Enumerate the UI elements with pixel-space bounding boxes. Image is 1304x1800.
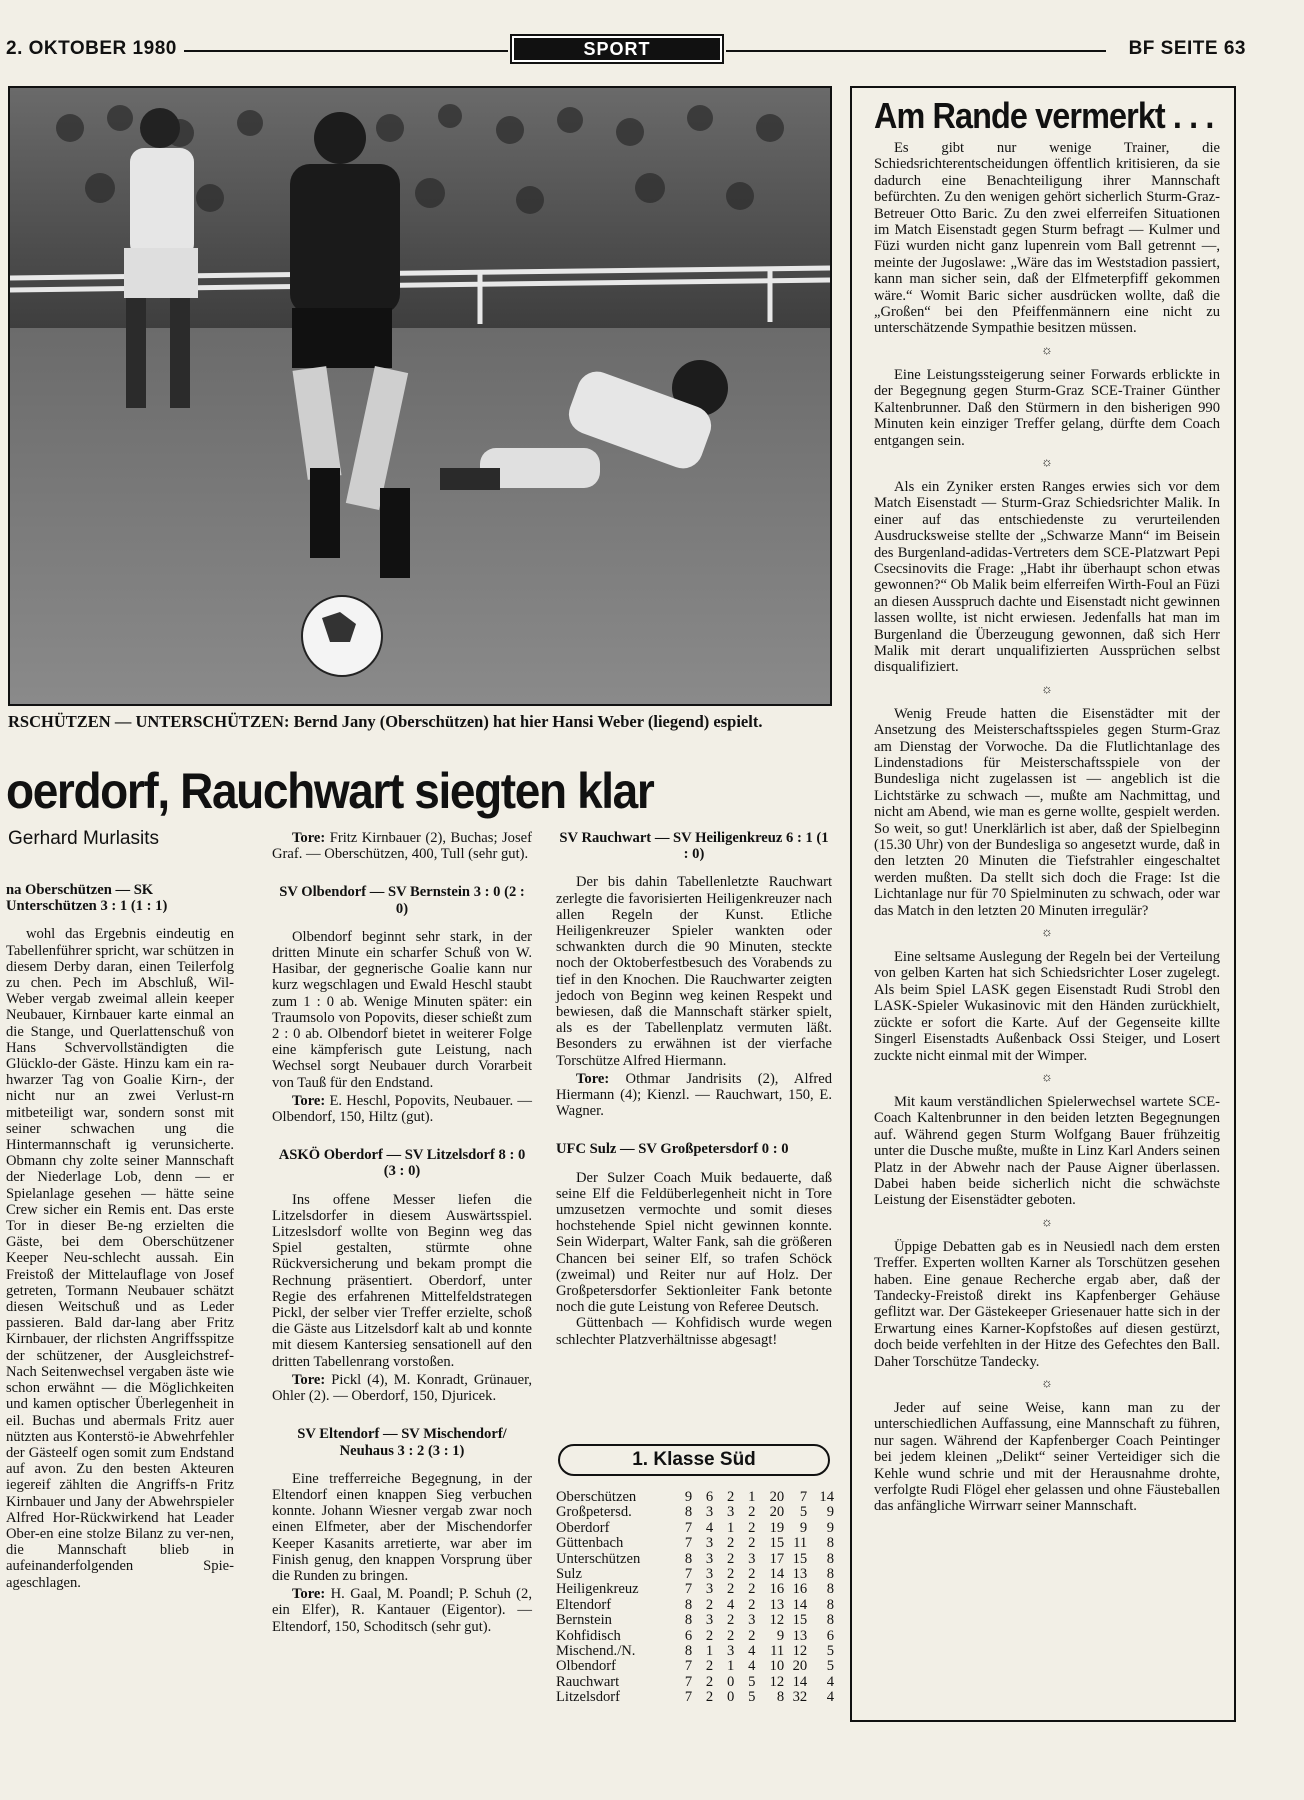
scorers-label: Tore: bbox=[292, 1586, 326, 1603]
table-cell: 5 bbox=[748, 1689, 756, 1706]
table-cell: 4 bbox=[748, 1642, 756, 1659]
table-cell: 7 bbox=[684, 1565, 693, 1582]
table-cell: 20 bbox=[792, 1658, 808, 1675]
table-cell: 8 bbox=[826, 1535, 835, 1552]
table-cell: 20 bbox=[769, 1504, 785, 1521]
sidebar-paragraph: Es gibt nur wenige Trainer, die Schiedsrichterentscheidungen öffentlich kritisieren, da sie dadurch eine Benachteiligung ihrer Mannschaft befürchten. Zu den wenigen gehört sicherlich Sturm-Graz-Betreuer Otto Baric. Zu den zwei elferreifen Situationen im Match Eisenstadt gegen Sturm befragt — Kulmer und Füzi wurden nicht ganz lupenrein vom Ball getrennt —, meinte der Jugoslawe: „Wäre das im Weststadion passiert, kann man sicher sein, daß der Elfmeterpfiff gekommen wäre.“ Womit Baric sicher ausdrücken wollte, daß die „Großen“ bei den Pfeiffenmännern eine nicht zu unterschätzende Sympathie besitzen müssen. bbox=[874, 140, 1220, 337]
table-cell: 2 bbox=[727, 1627, 735, 1644]
table-cell: 8 bbox=[684, 1596, 693, 1613]
table-cell: 8 bbox=[826, 1581, 835, 1598]
table-cell: 8 bbox=[826, 1612, 835, 1629]
table-cell: 1 bbox=[748, 1489, 756, 1505]
table-cell: 8 bbox=[826, 1565, 835, 1582]
table-cell: 3 bbox=[705, 1504, 714, 1521]
team-name: Oberdorf bbox=[556, 1519, 610, 1536]
separator-star-icon: ☼ bbox=[1041, 1068, 1053, 1084]
table-cell: 17 bbox=[769, 1550, 785, 1567]
table-cell: 7 bbox=[684, 1658, 693, 1675]
team-name: Bernstein bbox=[556, 1612, 612, 1629]
scorers-label: Tore: bbox=[292, 1092, 326, 1109]
scorers-text: Pickl (4), M. Konradt, Grünauer, Ohler (2). — Oberdorf, 150, Djuricek. bbox=[272, 1371, 532, 1405]
table-cell: 2 bbox=[748, 1535, 756, 1552]
table-cell: 3 bbox=[748, 1550, 756, 1567]
table-row bbox=[556, 1521, 834, 1536]
table-cell: 7 bbox=[684, 1535, 693, 1552]
table-cell: 2 bbox=[705, 1673, 714, 1690]
team-name: Eltendorf bbox=[556, 1596, 612, 1613]
table-cell: 12 bbox=[792, 1642, 808, 1659]
table-row bbox=[556, 1582, 834, 1597]
scorers-text: Othmar Jandrisits (2), Alfred Hiermann (4); Kienzl. — Rauchwart, 150, E. Wagner. bbox=[556, 1070, 832, 1120]
ball bbox=[302, 596, 382, 676]
match-heading: SV Rauchwart — SV Heiligenkreuz 6 : 1 (1 : 0) bbox=[559, 830, 829, 863]
table-cell: 3 bbox=[705, 1550, 714, 1567]
table-cell: 7 bbox=[684, 1673, 693, 1690]
table-cell: 7 bbox=[684, 1581, 693, 1598]
table-cell: 9 bbox=[826, 1519, 835, 1536]
team-name: Rauchwart bbox=[556, 1673, 620, 1690]
table-cell: 8 bbox=[684, 1504, 693, 1521]
table-cell: 2 bbox=[727, 1581, 735, 1598]
sidebar-paragraph: Als ein Zyniker ersten Ranges erwies sich vor dem Match Eisenstadt — Sturm-Graz Schiedsrichter Malik. In einer auf das entschiedenste zu verurteilenden Ausdrucksweise stellte der „Schwarze Mann“ im Beisein des Burgenland-adidas-Vertreters dem SCE-Platzwart Pepi Csecsinovits die Frage: „Habt ihr überhaupt schon etwas gewonnen?“ Ob Malik beim elferreifen Wirth-Foul an Füzi an diesen Ausspruch dachte und Eisenstadt nicht gewinnen lassen wollte, ist nicht erwiesen. Jedenfalls hat man im Burgenland die Überzeugung gewonnen, daß sich Herr Malik mit derart unqualifizierten Aussprüchen selbst disqualifiziert. bbox=[874, 478, 1220, 676]
table-row bbox=[556, 1629, 834, 1644]
sidebar-title: Am Rande vermerkt . . . bbox=[874, 95, 1214, 136]
table-row bbox=[556, 1690, 834, 1705]
match-heading: SV Olbendorf — SV Bernstein 3 : 0 (2 : 0) bbox=[279, 884, 525, 917]
table-cell: 4 bbox=[826, 1673, 835, 1690]
table-cell: 4 bbox=[727, 1596, 735, 1613]
table-cell: 2 bbox=[748, 1581, 756, 1598]
team-name: Großpetersd. bbox=[556, 1504, 632, 1521]
match-heading: UFC Sulz — SV Großpetersdorf 0 : 0 bbox=[556, 1141, 789, 1158]
table-cell: 6 bbox=[705, 1489, 714, 1505]
sidebar-box bbox=[850, 86, 1236, 1722]
table-cell: 9 bbox=[684, 1489, 693, 1505]
league-table-title: 1. Klasse Süd bbox=[558, 1444, 830, 1476]
table-cell: 14 bbox=[769, 1565, 785, 1582]
separator-star-icon: ☼ bbox=[1041, 1375, 1053, 1390]
table-cell: 0 bbox=[727, 1689, 735, 1706]
table-cell: 13 bbox=[792, 1627, 808, 1644]
team-name: Unterschützen bbox=[556, 1550, 641, 1567]
table-cell: 11 bbox=[770, 1642, 785, 1659]
table-cell: 8 bbox=[684, 1612, 693, 1629]
league-table bbox=[556, 1490, 834, 1705]
table-cell: 16 bbox=[769, 1581, 785, 1598]
scorers-text: E. Heschl, Popovits, Neubauer. — Olbendorf, 150, Hiltz (gut). bbox=[272, 1092, 533, 1126]
table-cell: 2 bbox=[727, 1550, 735, 1567]
table-cell: 2 bbox=[748, 1596, 756, 1613]
table-row bbox=[556, 1644, 834, 1659]
table-cell: 7 bbox=[684, 1689, 693, 1706]
scorers-label: Tore: bbox=[292, 1371, 326, 1388]
table-cell: 7 bbox=[799, 1489, 808, 1505]
table-cell: 3 bbox=[705, 1565, 714, 1582]
match-heading: SV Eltendorf — SV Mischendorf/ Neuhaus 3 : 2 (3 : 1) bbox=[297, 1426, 507, 1459]
match-report: Olbendorf beginnt sehr stark, in der dritten Minute ein scharfer Schuß von W. Hasibar, der gegnerische Goalie kann nur kurz wegschlagen und Ewald Heschl staubt zum 1 : 0 ab. Wenige Minuten später: ein Traumsolo von Popovits, dieser schießt zum 2 : 0 ab. Olbendorf bietet in weiterer Folge eine kämpferisch gute Leistung, nach Wechsel sorgt Neubauer durch Vorarbeit von Tauß für den Endstand. bbox=[272, 928, 532, 1091]
sidebar-paragraph: Eine Leistungssteigerung seiner Forwards erblickte in der Begegnung gegen Sturm-Graz SCE-Trainer Günther Kaltenbrunner. Daß den Stürmern in den bisherigen 990 Minuten kein einziger Treffer gelang, dürfte dem Coach entgangen sein. bbox=[874, 366, 1220, 449]
table-cell: 9 bbox=[799, 1519, 808, 1536]
sidebar-paragraph: Mit kaum verständlichen Spielerwechsel wartete SCE-Coach Kaltenbrunner in den beiden letzten Begegnungen auf. Während gegen Sturm Wolfgang Bauer frühzeitig unter die Dusche mußte, mußte in Linz Karl Anders seinen Platz in der Abwehr nach der Pause Aigner überlassen. Dabei haben beide sicherlich nicht die schwächste Leistung der Eisenstädter geboten. bbox=[874, 1093, 1220, 1209]
match-report: Der bis dahin Tabellenletzte Rauchwart zerlegte die favorisierten Heiligenkreuzer nach allen Regeln der Kunst. Etliche Heiligenkreuzer Spieler wankten oder schwankten durch die 90 Minuten, steckte noch der Oktoberfestbesuch des Vorabends zu tief in den Knochen. Die Rauchwarter zeigten jedoch von Beginn weg keinen Respekt und bewiesen, daß die Mannschaft stärker spielt, als es der Tabellenplatz vermuten läßt. Besonders zu erwähnen ist der vierfache Torschütze Alfred Hiermann. bbox=[556, 874, 832, 1069]
scorers-label: Tore: bbox=[292, 830, 326, 846]
table-cell: 1 bbox=[727, 1519, 735, 1536]
team-name: Olbendorf bbox=[556, 1658, 616, 1675]
table-cell: 4 bbox=[826, 1689, 835, 1706]
table-cell: 2 bbox=[727, 1612, 735, 1629]
table-row bbox=[556, 1536, 834, 1551]
table-cell: 2 bbox=[748, 1519, 756, 1536]
table-cell: 1 bbox=[705, 1642, 714, 1659]
table-cell: 10 bbox=[769, 1658, 785, 1675]
article-headline: oerdorf, Rauchwart siegten klar bbox=[6, 763, 654, 819]
scorers-label: Tore: bbox=[576, 1070, 610, 1087]
table-row bbox=[556, 1675, 834, 1690]
table-cell: 32 bbox=[792, 1689, 808, 1706]
photo-caption: RSCHÜTZEN — UNTERSCHÜTZEN: Bernd Jany (Oberschützen) hat hier Hansi Weber (liegend) espielt. bbox=[8, 712, 763, 731]
table-cell: 2 bbox=[705, 1627, 714, 1644]
table-cell: 7 bbox=[684, 1519, 693, 1536]
table-cell: 2 bbox=[705, 1596, 714, 1613]
separator-star-icon: ☼ bbox=[1041, 453, 1053, 469]
scorers-text: Fritz Kirnbauer (2), Buchas; Josef Graf. — Oberschützen, 400, Tull (sehr gut). bbox=[272, 830, 532, 863]
table-row bbox=[556, 1552, 834, 1567]
table-cell: 4 bbox=[748, 1658, 756, 1675]
table-row bbox=[556, 1567, 834, 1582]
table-cell: 13 bbox=[769, 1596, 785, 1613]
team-name: Litzelsdorf bbox=[556, 1689, 621, 1706]
football-players-illustration bbox=[10, 88, 830, 704]
table-cell: 5 bbox=[826, 1658, 835, 1675]
table-cell: 16 bbox=[792, 1581, 808, 1598]
match-report: Ins offene Messer liefen die Litzelsdorfer in diesem Auswärtsspiel. Litzeslsdorf wollte von Beginn weg das Spiel gestalten, stürmte ohne Rückversicherung und bekam prompt die Rechnung präsentiert. Oberdorf, unter Regie des erfahrenen Mittelfeldstrategen Pickl, der selber vier Treffer erzielte, schoß die Gäste aus Litzelsdorf kalt ab und konnte mit diesem Kantersieg sensationell auf den dritten Tabellenrang vorstoßen. bbox=[272, 1191, 532, 1370]
table-cell: 2 bbox=[748, 1627, 756, 1644]
table-cell: 1 bbox=[727, 1658, 735, 1675]
team-name: Mischend./N. bbox=[556, 1642, 636, 1659]
table-row bbox=[556, 1659, 834, 1674]
table-cell: 3 bbox=[748, 1612, 756, 1629]
table-cell: 14 bbox=[792, 1596, 808, 1613]
header-rule-left bbox=[184, 50, 508, 52]
table-row bbox=[556, 1598, 834, 1613]
table-row bbox=[556, 1505, 834, 1520]
table-cell: 15 bbox=[792, 1612, 808, 1629]
table-cell: 3 bbox=[705, 1581, 714, 1598]
table-cell: 12 bbox=[769, 1612, 785, 1629]
scorers-text: H. Gaal, M. Poandl; P. Schuh (2, ein Elfer), R. Kantauer (Eigentor). — Eltendorf, 150, Schoditsch (sehr gut). bbox=[272, 1586, 532, 1635]
table-cell: 8 bbox=[684, 1550, 693, 1567]
table-cell: 2 bbox=[727, 1489, 735, 1505]
table-cell: 2 bbox=[748, 1504, 756, 1521]
team-name: Oberschützen bbox=[556, 1489, 637, 1505]
separator-star-icon: ☼ bbox=[1041, 341, 1053, 357]
table-cell: 11 bbox=[793, 1535, 808, 1552]
table-cell: 6 bbox=[826, 1627, 835, 1644]
table-cell: 4 bbox=[705, 1519, 714, 1536]
table-cell: 2 bbox=[705, 1658, 714, 1675]
match-heading: ASKÖ Oberdorf — SV Litzelsdorf 8 : 0 (3 : 0) bbox=[278, 1147, 526, 1180]
table-cell: 5 bbox=[826, 1642, 835, 1659]
team-name: Güttenbach bbox=[556, 1535, 624, 1552]
sidebar-paragraph: Jeder auf seine Weise, kann man zu der unterschiedlichen Auffassung, eine Mannschaft zu führen, nur sagen. Während der Kapfenberger Coach Peintinger bei jedem kleinen „Delikt“ seiner Verteidiger sich die Kehle wund schrie und mit der Herausnahme drohte, verfolgte Rudi Flögel eher gelassen und ohne Fäusteballen das anfängliche Wirrwarr seiner Mannschaft. bbox=[874, 1400, 1220, 1515]
table-cell: 14 bbox=[792, 1673, 808, 1690]
sidebar-paragraph: Üppige Debatten gab es in Neusiedl nach dem ersten Treffer. Experten wollten Karner als Torschützen gesehen haben. Eine genaue Recherche ergab aber, daß der Tandecky-Freistoß direkt ins Kapfenberger Gehäuse geflitzt war. Der Gästekeeper Griesenauer hatte sich in der Erwartung eines Karner-Kopfstoßes auf diesen gestürzt, doch beide verfehlten in der Hitze des Gefechtes den Ball. Daher Torschütze Tandecky. bbox=[874, 1238, 1220, 1370]
table-cell: 2 bbox=[727, 1535, 735, 1552]
separator-star-icon: ☼ bbox=[1041, 680, 1053, 696]
article-column-2 bbox=[272, 830, 532, 1635]
article-column-3 bbox=[556, 830, 832, 1348]
table-cell: 14 bbox=[819, 1489, 835, 1505]
table-cell: 8 bbox=[684, 1642, 693, 1659]
table-cell: 5 bbox=[799, 1504, 808, 1521]
table-cell: 6 bbox=[684, 1627, 693, 1644]
issue-date: 2. OKTOBER 1980 bbox=[6, 38, 177, 59]
table-cell: 5 bbox=[748, 1673, 756, 1690]
match-report: wohl das Ergebnis eindeutig en Tabellenführer spricht, war schützen in diesem Derby daran, einen Teilerfolg zu chen. Pech im Abschluß, Wil-Weber vergab zweimal allein keeper Neubauer, Kirnbauer karte einmal an die Stange, und Querlattenschuß von Hans Schvervollständigten die Glücklo-der Gäste. Hinzu kam ein ra-hwarzer Tag von Goalie Kirn-, der nicht nur an zwei Verlust-rn mitbeteiligt war, sondern sonst mit seiner schwachen ung die Hintermannschaft ig verunsicherte. Obmann chy zolte seiner Mannschaft der Niederlage Lob, denn — er Spielanlage gesehen — hätte seine Crew sicher ein Remis ent. Das erste Tor in dieser Be-ng erzielten die Gäste, bei dem Oberschützener Keeper Neu-schlecht aussah. Ein Freistoß der Mittelauflage von Josef getreten, Tormann Neubauer schätzt diesen Weitschuß und as Leder passieren. Bald dar-lang aber Fritz Kirnbauer, der rlichsten Angriffsspitze der schützener, der Ausgleichstref-Nach Seitenwechsel vergaben äste wie schon erwähnt — die Möglichkeiten und kamen optischer Überlegenheit in eil. Buchas und abermals Fritz auer nützten aus Konterstö-ie Abwehrfehler der Gästeelf ogen somit zum Endstand auf avon. Zu den besten Akteuren iegereif zählten die Angriffs-n Fritz Kirnbauer und Jany der Abwehrspieler Alfred Hor-Rückwirkend hat Leader Ober-en eine stolze Bilanz zu ver-nen, die Mannschaft blieb in aufeinanderfolgenden Spie-ageschlagen. bbox=[6, 926, 234, 1591]
table-cell: 3 bbox=[705, 1612, 714, 1629]
table-cell: 8 bbox=[826, 1550, 835, 1567]
table-cell: 2 bbox=[705, 1689, 714, 1706]
article-column-1 bbox=[6, 882, 234, 1591]
separator-star-icon: ☼ bbox=[1041, 1213, 1053, 1229]
team-name: Kohfidisch bbox=[556, 1627, 621, 1644]
table-cell: 2 bbox=[727, 1565, 735, 1582]
table-cell: 3 bbox=[727, 1504, 735, 1521]
table-cell: 9 bbox=[826, 1504, 835, 1521]
table-cell: 8 bbox=[826, 1596, 835, 1613]
page-number: BF SEITE 63 bbox=[1128, 38, 1246, 59]
header-rule-right bbox=[726, 50, 1106, 52]
article-byline: Gerhard Murlasits bbox=[8, 828, 159, 849]
table-cell: 8 bbox=[776, 1689, 785, 1706]
table-cell: 19 bbox=[769, 1519, 785, 1536]
table-cell: 15 bbox=[769, 1535, 785, 1552]
table-cell: 15 bbox=[792, 1550, 808, 1567]
table-cell: 0 bbox=[727, 1673, 735, 1690]
table-cell: 20 bbox=[769, 1489, 785, 1505]
table-cell: 13 bbox=[792, 1565, 808, 1582]
sidebar-paragraph: Wenig Freude hatten die Eisenstädter mit der Ansetzung des Meisterschaftsspieles gegen Sturm-Graz am Dienstag der Vorwoche. Da die Flutlichtanlage des Lindenstadions für Meisterschaftsspiele von der Bundesliga nicht zugelassen ist — angeblich ist die Lichtstärke zu schwach —, mußte am Nachmittag, und nicht am Abend, wie man es gerne wollte, gespielt werden. So weit, so gut! Unerklärlich ist aber, daß der Spielbeginn (15.30 Uhr) von der Bundesliga so angesetzt wurde, daß in den letzten 20 Minuten die Tiefstrahler eingeschaltet werden mußten. Da stellt sich doch die Frage: Ist die Lichtanlage nur für 70 Spielminuten zu schwach, oder war das Match in den letzten 20 Minuten irregulär? bbox=[874, 705, 1220, 919]
table-row bbox=[556, 1613, 834, 1628]
section-badge bbox=[510, 34, 724, 64]
match-report: Der Sulzer Coach Muik bedauerte, daß seine Elf die Feldüberlegenheit nicht in Tore umzusetzen vermochte und somit dieses hochstehende Spiel nicht gewinnen konnte. Sein Widerpart, Walter Fank, sah die größeren Chancen bei seiner Elf, so trafen Schöck (zweimal) und Reiter nur auf Holz. Der Großpetersdorfer Sektionleiter Fank betonte noch die gute Leistung von Referee Deutsch. bbox=[556, 1169, 832, 1316]
match-note: Güttenbach — Kohfidisch wurde wegen schlechter Platzverhältnisse abgesagt! bbox=[556, 1315, 832, 1348]
table-cell: 3 bbox=[727, 1642, 735, 1659]
sidebar-paragraph: Eine seltsame Auslegung der Regeln bei der Verteilung von gelben Karten hat sich Schiedsrichter Loser zugelegt. Als beim Spiel LASK gegen Eisenstadt Rudi Strobl den LASK-Spieler Wukasinovic mit den Händen zurückhielt, zückte er sofort die Karte. Auf der Gegenseite killte Singerl Eisenstadts Außenback Ossi Steiger, und Losert zuckte nicht einmal mit der Wimper. bbox=[874, 949, 1220, 1064]
table-row bbox=[556, 1490, 834, 1505]
match-heading: na Oberschützen — SK Unterschützen 3 : 1 (1 : 1) bbox=[6, 882, 168, 915]
table-cell: 12 bbox=[769, 1673, 785, 1690]
match-photo bbox=[8, 86, 832, 706]
separator-star-icon: ☼ bbox=[1041, 924, 1053, 940]
table-cell: 2 bbox=[748, 1565, 756, 1582]
match-report: Eine trefferreiche Begegnung, in der Eltendorf einen knappen Sieg verbuchen konnte. Johann Wiesner vergab zwar noch einen Elfmeter, aber der Mischendorfer Keeper Kasanits arretierte, war aber im Finish genug, den knappen Vorsprung über die Runden zu bringen. bbox=[272, 1470, 532, 1584]
team-name: Heiligenkreuz bbox=[556, 1581, 639, 1598]
section-label: SPORT bbox=[514, 38, 720, 60]
team-name: Sulz bbox=[556, 1565, 582, 1582]
table-cell: 3 bbox=[705, 1535, 714, 1552]
table-cell: 9 bbox=[776, 1627, 785, 1644]
